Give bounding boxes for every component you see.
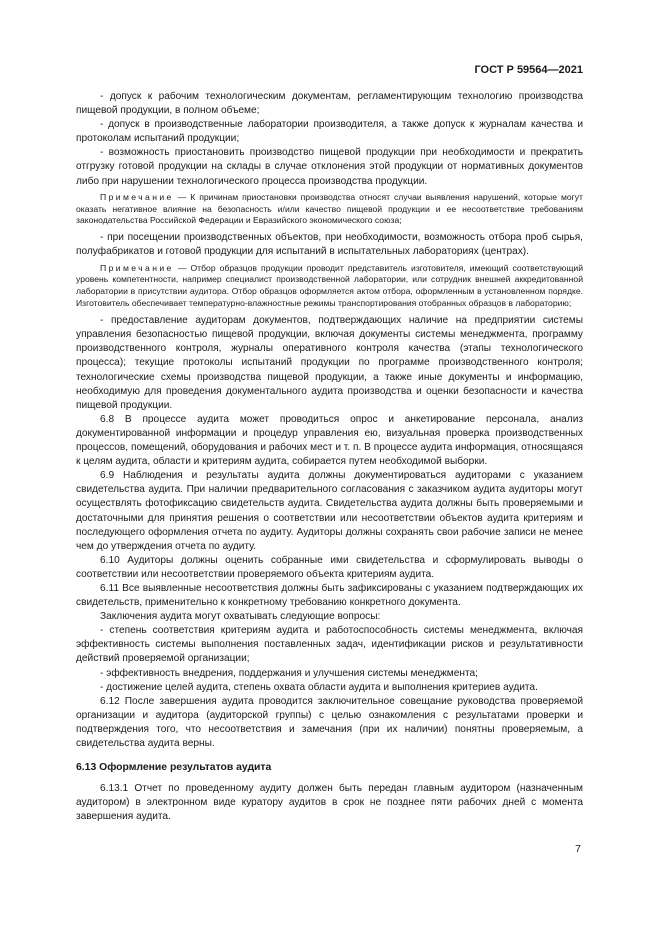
body-paragraph: 6.12 После завершения аудита проводится заключительное совещание руководства проверяемой организации и аудитора (аудиторской группы) с целью ознакомления с результатами проверки и подтверждения того, что несоответствия и замечания (при их наличии) понятны проверяемым, а свидетельства аудита верны. [76,695,583,749]
body-paragraph: - возможность приостановить производство пищевой продукции при необходимости и прекратить отгрузку готовой продукции на склады в случае отклонения этой продукции от нормативных документов либо при нарушении технологического процесса производства продукции. [76,147,583,187]
body-paragraph: 6.10 Аудиторы должны оценить собранные ими свидетельства и сформулировать выводы о соответствии или несоответствии проверяемого объекта критериям аудита. [76,554,583,580]
body-paragraph: - допуск к рабочим технологическим документам, регламентирующим технологию производства пищевой продукции, в полном объеме; [76,91,583,117]
note-label: Примечание [100,262,174,273]
body-paragraph: - достижение целей аудита, степень охвата области аудита и выполнения критериев аудита. [100,681,538,693]
body-paragraph: - при посещении производственных объектов, при необходимости, возможность отбора проб сырья, полуфабрикатов и готовой продукции для испытаний в испытательных лабораториях (центрах). [76,232,583,258]
note-paragraph [76,192,583,228]
document-body [76,90,583,824]
note-text: — К причинам приостановки производства относят случаи выявления нарушений, которые могут оказать негативное влияние на безопасность и/или качество пищевой продукции и ее несоответствие требованиям законодательства Российской Федерации и Евразийского экономического союза; [76,191,583,226]
standard-header: ГОСТ Р 59564—2021 [474,64,583,76]
body-paragraph: - допуск в производственные лаборатории производителя, а также допуск к журналам качества и протоколам испытаний продукции; [76,119,583,145]
body-paragraph: 6.13.1 Отчет по проведенному аудиту должен быть передан главным аудитором (назначенным аудитором) в электронном виде куратору аудитов в срок не позднее пяти рабочих дней с момента завершения аудита. [76,783,583,823]
body-paragraph: - эффективность внедрения, поддержания и улучшения системы менеджмента; [100,667,478,679]
body-paragraph: - степень соответствия критериям аудита и работоспособность системы менеджмента, включая эффективность системы выполнения поставленных задач, идентификации рисков и результативности действий проверяемой организации; [76,625,583,665]
body-paragraph: 6.11 Все выявленные несоответствия должны быть зафиксированы с указанием подтверждающих их свидетельств, применительно к конкретному требованию конкретного документа. [76,582,583,609]
body-paragraph: Заключения аудита могут охватывать следующие вопросы: [100,611,381,623]
note-label: Примечание [100,191,174,202]
body-paragraph: 6.9 Наблюдения и результаты аудита должны документироваться аудиторами с указанием свидетельства аудита. При наличии предварительного согласования с заказчиком аудита аудиторы могут осуществлять фотофиксацию свидетельств аудита. Свидетельства аудита должны быть проверяемыми и достаточными для принятия решения о соответствии или несоответствии объектов аудита критериям и последующего оформления отчета по аудиту. Аудиторы должны сохранять свои рабочие записи не менее чем до утверждения отчета по аудиту. [76,470,583,552]
page-number: 7 [575,843,581,855]
body-paragraph: - предоставление аудиторам документов, подтверждающих наличие на предприятии системы управления безопасностью пищевой продукции, включая документы системы менеджмента, программу производственного контроля, журналы оперативного контроля качества (этапы технологического процесса); текущие протоколы испытаний продукции по программе производственного контроля; технологические схемы производства пищевой продукции, а также иные документы и информацию, необходимую для проведения документального аудита производства и оценки безопасности и качества пищевой продукции. [76,315,583,411]
section-heading: 6.13 Оформление результатов аудита [76,762,272,774]
note-paragraph [76,263,583,311]
note-text: — Отбор образцов продукции проводит представитель изготовителя, имеющий соответствующий уровень компетентности, например специалист производственной лаборатории, или сотрудник внешней аккредитованной лаборатории в присутствии аудитора. Отбор образцов оформляется актом отбора, оформленным в установленном порядке. Изготовитель обеспечивает температурно-влажностные режимы транспортирования отобранных образцов в лабораторию; [76,262,583,309]
body-paragraph: 6.8 В процессе аудита может проводиться опрос и анкетирование персонала, анализ документированной информации и процедур управления ею, визуальная проверка производственных процессов, помещений, оборудования и рабочих мест и т. п. В процессе аудита информация, относящаяся к целям аудита, области и критериям аудита, собирается путем необходимой выборки. [76,413,583,468]
